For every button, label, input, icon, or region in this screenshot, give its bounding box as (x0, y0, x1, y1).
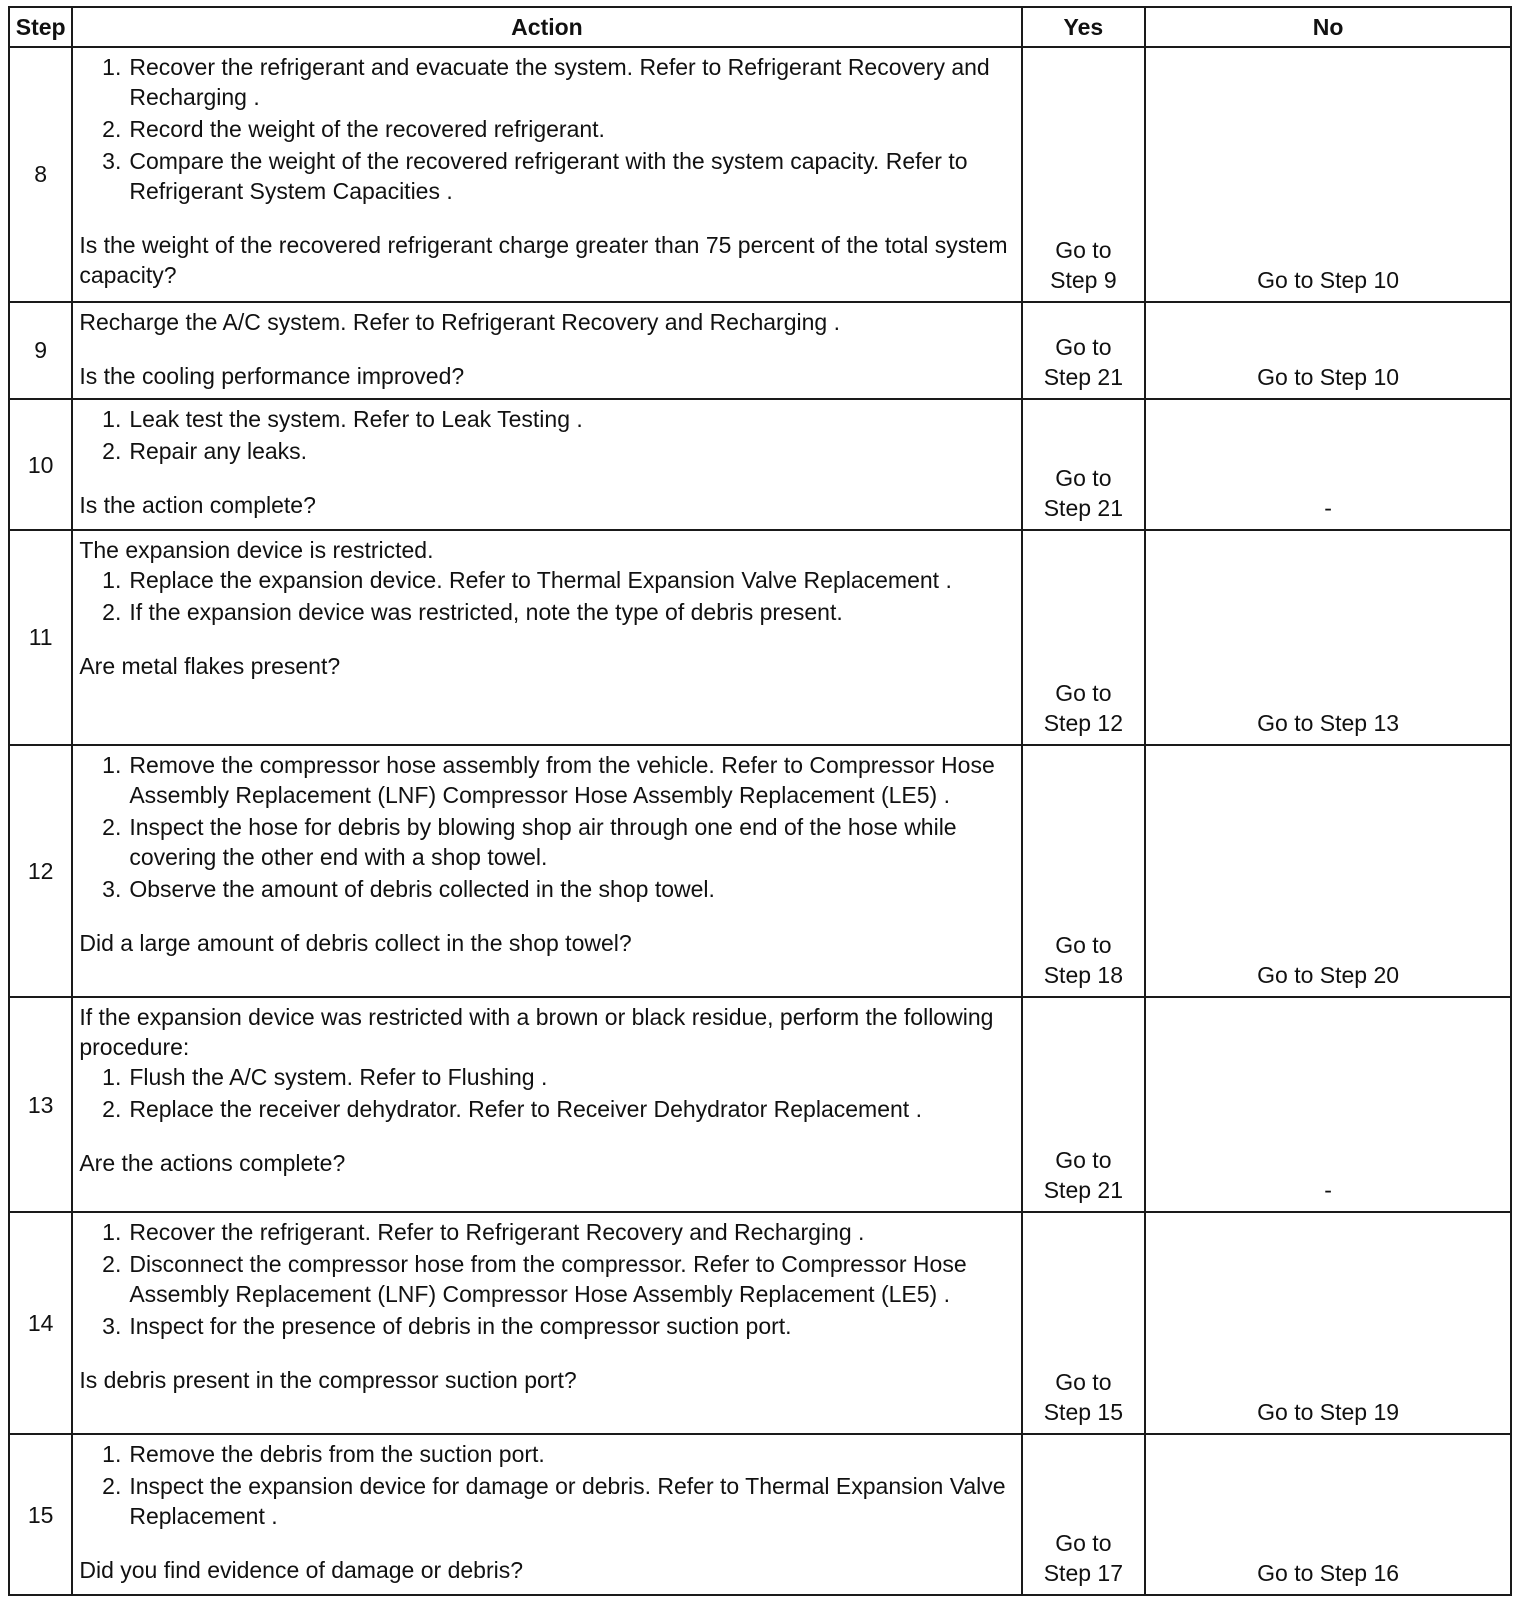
action-question: Is the action complete? (79, 492, 316, 519)
step-number: 9 (9, 302, 72, 400)
action-list (79, 565, 1014, 627)
item-number: 3. (102, 148, 122, 174)
no-result: Go to Step 19 (1145, 1212, 1511, 1434)
item-number: 2. (102, 1096, 122, 1123)
step-number: 15 (9, 1434, 72, 1595)
item-number: 2. (102, 813, 122, 840)
item-text: Remove the compressor hose assembly from the vehicle. Refer to Compressor Hose Assembly Replacement (LNF) Compressor Hose Assembly Replacement (LE5) . (129, 751, 995, 808)
item-number: 2. (102, 598, 122, 625)
action-cell (72, 745, 1021, 998)
action-cell (72, 1434, 1021, 1595)
step-number: 14 (9, 1212, 72, 1434)
action-list-item (79, 1439, 1014, 1469)
no-result: Go to Step 10 (1145, 47, 1511, 302)
item-number: 2. (102, 1251, 122, 1278)
no-result: Go to Step 10 (1145, 302, 1511, 400)
action-cell (72, 47, 1021, 302)
action-list (79, 1062, 1014, 1124)
action-list (79, 1217, 1014, 1341)
yes-result: Go to Step 9 (1050, 236, 1117, 293)
header-step: Step (9, 7, 72, 47)
item-number: 2. (102, 116, 122, 142)
item-number: 1. (102, 1064, 122, 1091)
item-number: 2. (102, 1473, 122, 1500)
action-list-item (79, 404, 1014, 434)
header-row (9, 7, 1511, 47)
item-text: Inspect for the presence of debris in the compressor suction port. (129, 1313, 792, 1340)
action-cell (72, 1212, 1021, 1434)
table-body (9, 47, 1511, 1595)
action-cell (72, 530, 1021, 745)
action-list-item (79, 1471, 1014, 1531)
action-question: Is the cooling performance improved? (79, 362, 465, 389)
action-cell (72, 997, 1021, 1212)
item-text: Inspect the expansion device for damage or debris. Refer to Thermal Expansion Valve Replacement . (129, 1473, 1006, 1530)
no-result: Go to Step 20 (1145, 745, 1511, 998)
action-list-item (79, 874, 1014, 904)
yes-cell (1022, 399, 1146, 529)
item-text: Remove the debris from the suction port. (129, 1441, 545, 1468)
action-question: Are the actions complete? (79, 1150, 346, 1177)
header-action: Action (72, 7, 1021, 47)
action-list-item (79, 1094, 1014, 1124)
item-text: Recover the refrigerant and evacuate the system. Refer to Refrigerant Recovery and Recharging . (129, 54, 990, 110)
action-list (79, 750, 1014, 904)
action-list-item (79, 146, 1014, 206)
table-row (9, 745, 1511, 998)
yes-cell (1022, 530, 1146, 745)
no-result: - (1145, 399, 1511, 529)
action-list-item (79, 565, 1014, 595)
step-number: 11 (9, 530, 72, 745)
table-row (9, 1212, 1511, 1434)
action-question: Are metal flakes present? (79, 652, 341, 679)
item-number: 1. (102, 751, 122, 778)
step-number: 8 (9, 47, 72, 302)
table-row (9, 1434, 1511, 1595)
item-text: Repair any leaks. (129, 438, 308, 465)
step-number: 10 (9, 399, 72, 529)
action-list-item (79, 597, 1014, 627)
action-list-item (79, 1062, 1014, 1092)
item-number: 3. (102, 875, 122, 902)
action-question: Did you find evidence of damage or debris? (79, 1557, 524, 1584)
item-text: If the expansion device was restricted, note the type of debris present. (129, 598, 843, 625)
yes-cell (1022, 997, 1146, 1212)
item-number: 1. (102, 566, 122, 593)
action-list (79, 404, 1014, 466)
item-text: Disconnect the compressor hose from the compressor. Refer to Compressor Hose Assembly Replacement (LNF) Compressor Hose Assembly Replacement (LE5) . (129, 1251, 967, 1308)
action-list-item (79, 52, 1014, 112)
action-question: Is debris present in the compressor suction port? (79, 1367, 577, 1394)
item-text: Inspect the hose for debris by blowing shop air through one end of the hose while covering the other end with a shop towel. (129, 813, 957, 870)
no-result: Go to Step 16 (1145, 1434, 1511, 1595)
item-number: 2. (102, 438, 122, 465)
yes-result: Go to Step 12 (1043, 679, 1124, 736)
action-question: Is the weight of the recovered refrigerant charge greater than 75 percent of the total system capacity? (79, 232, 1008, 288)
item-number: 1. (102, 1441, 122, 1468)
action-intro: The expansion device is restricted. (79, 536, 434, 563)
action-list (79, 52, 1014, 206)
yes-result: Go to Step 15 (1043, 1369, 1124, 1426)
yes-result: Go to Step 21 (1043, 334, 1124, 391)
item-text: Flush the A/C system. Refer to Flushing . (129, 1064, 548, 1091)
table-row (9, 399, 1511, 529)
action-list-item (79, 1217, 1014, 1247)
item-text: Compare the weight of the recovered refrigerant with the system capacity. Refer to Refrigerant System Capacities . (129, 148, 968, 204)
yes-result: Go to Step 21 (1043, 464, 1124, 521)
action-question: Did a large amount of debris collect in the shop towel? (79, 929, 632, 956)
action-list-item (79, 436, 1014, 466)
item-number: 1. (102, 406, 122, 433)
action-cell (72, 302, 1021, 400)
action-list-item (79, 1311, 1014, 1341)
item-number: 3. (102, 1313, 122, 1340)
item-text: Observe the amount of debris collected in the shop towel. (129, 875, 715, 902)
action-intro: If the expansion device was restricted with a brown or black residue, perform the following procedure: (79, 1004, 994, 1061)
action-list-item (79, 114, 1014, 144)
yes-result: Go to Step 17 (1043, 1530, 1124, 1586)
item-number: 1. (102, 54, 122, 80)
table-row (9, 47, 1511, 302)
step-number: 12 (9, 745, 72, 998)
item-text: Recover the refrigerant. Refer to Refrigerant Recovery and Recharging . (129, 1219, 865, 1246)
yes-cell (1022, 745, 1146, 998)
yes-cell (1022, 1434, 1146, 1595)
action-cell (72, 399, 1021, 529)
step-number: 13 (9, 997, 72, 1212)
action-list-item (79, 750, 1014, 810)
item-text: Record the weight of the recovered refrigerant. (129, 116, 605, 142)
yes-cell (1022, 302, 1146, 400)
item-text: Leak test the system. Refer to Leak Testing . (129, 406, 583, 433)
yes-cell (1022, 47, 1146, 302)
item-number: 1. (102, 1219, 122, 1246)
table-row (9, 302, 1511, 400)
item-text: Replace the expansion device. Refer to Thermal Expansion Valve Replacement . (129, 566, 952, 593)
action-list (79, 1439, 1014, 1531)
diagnostic-table (8, 6, 1512, 1596)
table-row (9, 530, 1511, 745)
yes-result: Go to Step 18 (1043, 932, 1124, 989)
header-yes: Yes (1022, 7, 1146, 47)
no-result: - (1145, 997, 1511, 1212)
action-intro: Recharge the A/C system. Refer to Refrigerant Recovery and Recharging . (79, 308, 840, 335)
action-list-item (79, 812, 1014, 872)
yes-result: Go to Step 21 (1043, 1147, 1124, 1204)
yes-cell (1022, 1212, 1146, 1434)
action-list-item (79, 1249, 1014, 1309)
item-text: Replace the receiver dehydrator. Refer to Receiver Dehydrator Replacement . (129, 1096, 922, 1123)
no-result: Go to Step 13 (1145, 530, 1511, 745)
header-no: No (1145, 7, 1511, 47)
table-row (9, 997, 1511, 1212)
